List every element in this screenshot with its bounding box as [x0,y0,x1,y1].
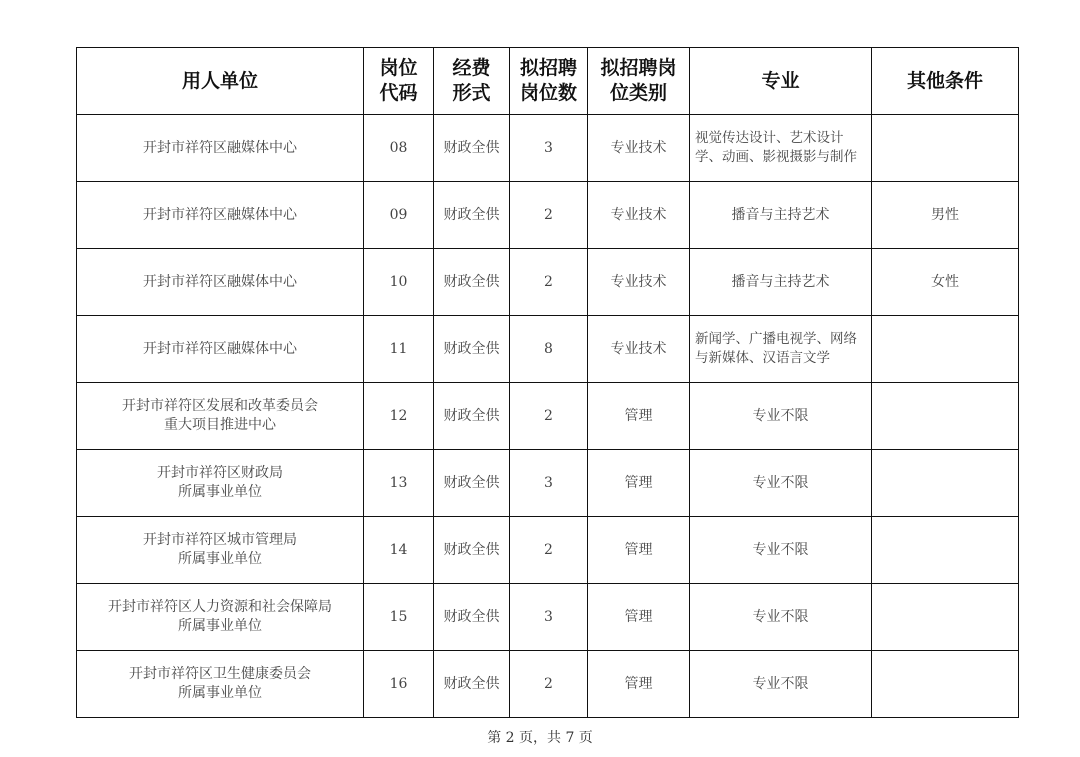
cell-category: 管理 [588,584,690,651]
cell-funding: 财政全供 [434,182,510,249]
cell-count: 2 [510,517,588,584]
cell-category: 专业技术 [588,182,690,249]
cell-other [872,450,1019,517]
cell-unit: 开封市祥符区融媒体中心 [77,182,364,249]
cell-category: 管理 [588,383,690,450]
cell-funding: 财政全供 [434,383,510,450]
cell-major: 专业不限 [690,517,872,584]
page-number: 第 2 页，共 7 页 [487,730,593,746]
cell-code: 13 [364,450,434,517]
header-row [77,48,1019,115]
cell-category: 专业技术 [588,115,690,182]
cell-major: 视觉传达设计、艺术设计学、动画、影视摄影与制作 [690,115,872,182]
cell-major: 专业不限 [690,584,872,651]
cell-category: 管理 [588,517,690,584]
cell-unit: 开封市祥符区卫生健康委员会 所属事业单位 [77,651,364,718]
cell-count: 2 [510,249,588,316]
cell-major: 播音与主持艺术 [690,249,872,316]
cell-code: 14 [364,517,434,584]
table-row [77,651,1019,718]
cell-code: 12 [364,383,434,450]
cell-other [872,316,1019,383]
cell-major: 专业不限 [690,450,872,517]
cell-unit: 开封市祥符区融媒体中心 [77,115,364,182]
cell-count: 8 [510,316,588,383]
cell-funding: 财政全供 [434,651,510,718]
cell-code: 09 [364,182,434,249]
cell-unit: 开封市祥符区融媒体中心 [77,316,364,383]
cell-count: 3 [510,584,588,651]
cell-code: 10 [364,249,434,316]
table-row [77,115,1019,182]
cell-other [872,651,1019,718]
cell-funding: 财政全供 [434,115,510,182]
cell-count: 2 [510,651,588,718]
table-row [77,584,1019,651]
cell-count: 2 [510,383,588,450]
header-unit: 用人单位 [77,48,364,115]
table-row [77,249,1019,316]
cell-major: 新闻学、广播电视学、网络与新媒体、汉语言文学 [690,316,872,383]
table-row [77,517,1019,584]
header-other: 其他条件 [872,48,1019,115]
cell-funding: 财政全供 [434,450,510,517]
header-code: 岗位 代码 [364,48,434,115]
cell-category: 专业技术 [588,249,690,316]
cell-funding: 财政全供 [434,249,510,316]
cell-other: 女性 [872,249,1019,316]
cell-major: 播音与主持艺术 [690,182,872,249]
table-row [77,182,1019,249]
cell-major: 专业不限 [690,383,872,450]
cell-category: 管理 [588,450,690,517]
cell-code: 16 [364,651,434,718]
cell-code: 08 [364,115,434,182]
cell-other: 男性 [872,182,1019,249]
table-row [77,450,1019,517]
cell-unit: 开封市祥符区融媒体中心 [77,249,364,316]
header-category: 拟招聘岗 位类别 [588,48,690,115]
cell-funding: 财政全供 [434,584,510,651]
cell-count: 3 [510,450,588,517]
cell-funding: 财政全供 [434,316,510,383]
cell-category: 专业技术 [588,316,690,383]
recruitment-table [76,47,1019,718]
cell-count: 2 [510,182,588,249]
cell-unit: 开封市祥符区城市管理局 所属事业单位 [77,517,364,584]
cell-major: 专业不限 [690,651,872,718]
header-count: 拟招聘 岗位数 [510,48,588,115]
cell-other [872,383,1019,450]
cell-code: 11 [364,316,434,383]
cell-funding: 财政全供 [434,517,510,584]
cell-category: 管理 [588,651,690,718]
table-row [77,316,1019,383]
cell-other [872,517,1019,584]
cell-code: 15 [364,584,434,651]
cell-other [872,584,1019,651]
cell-unit: 开封市祥符区发展和改革委员会 重大项目推进中心 [77,383,364,450]
cell-unit: 开封市祥符区财政局 所属事业单位 [77,450,364,517]
cell-unit: 开封市祥符区人力资源和社会保障局 所属事业单位 [77,584,364,651]
header-funding: 经费 形式 [434,48,510,115]
table-row [77,383,1019,450]
header-major: 专业 [690,48,872,115]
cell-other [872,115,1019,182]
cell-count: 3 [510,115,588,182]
